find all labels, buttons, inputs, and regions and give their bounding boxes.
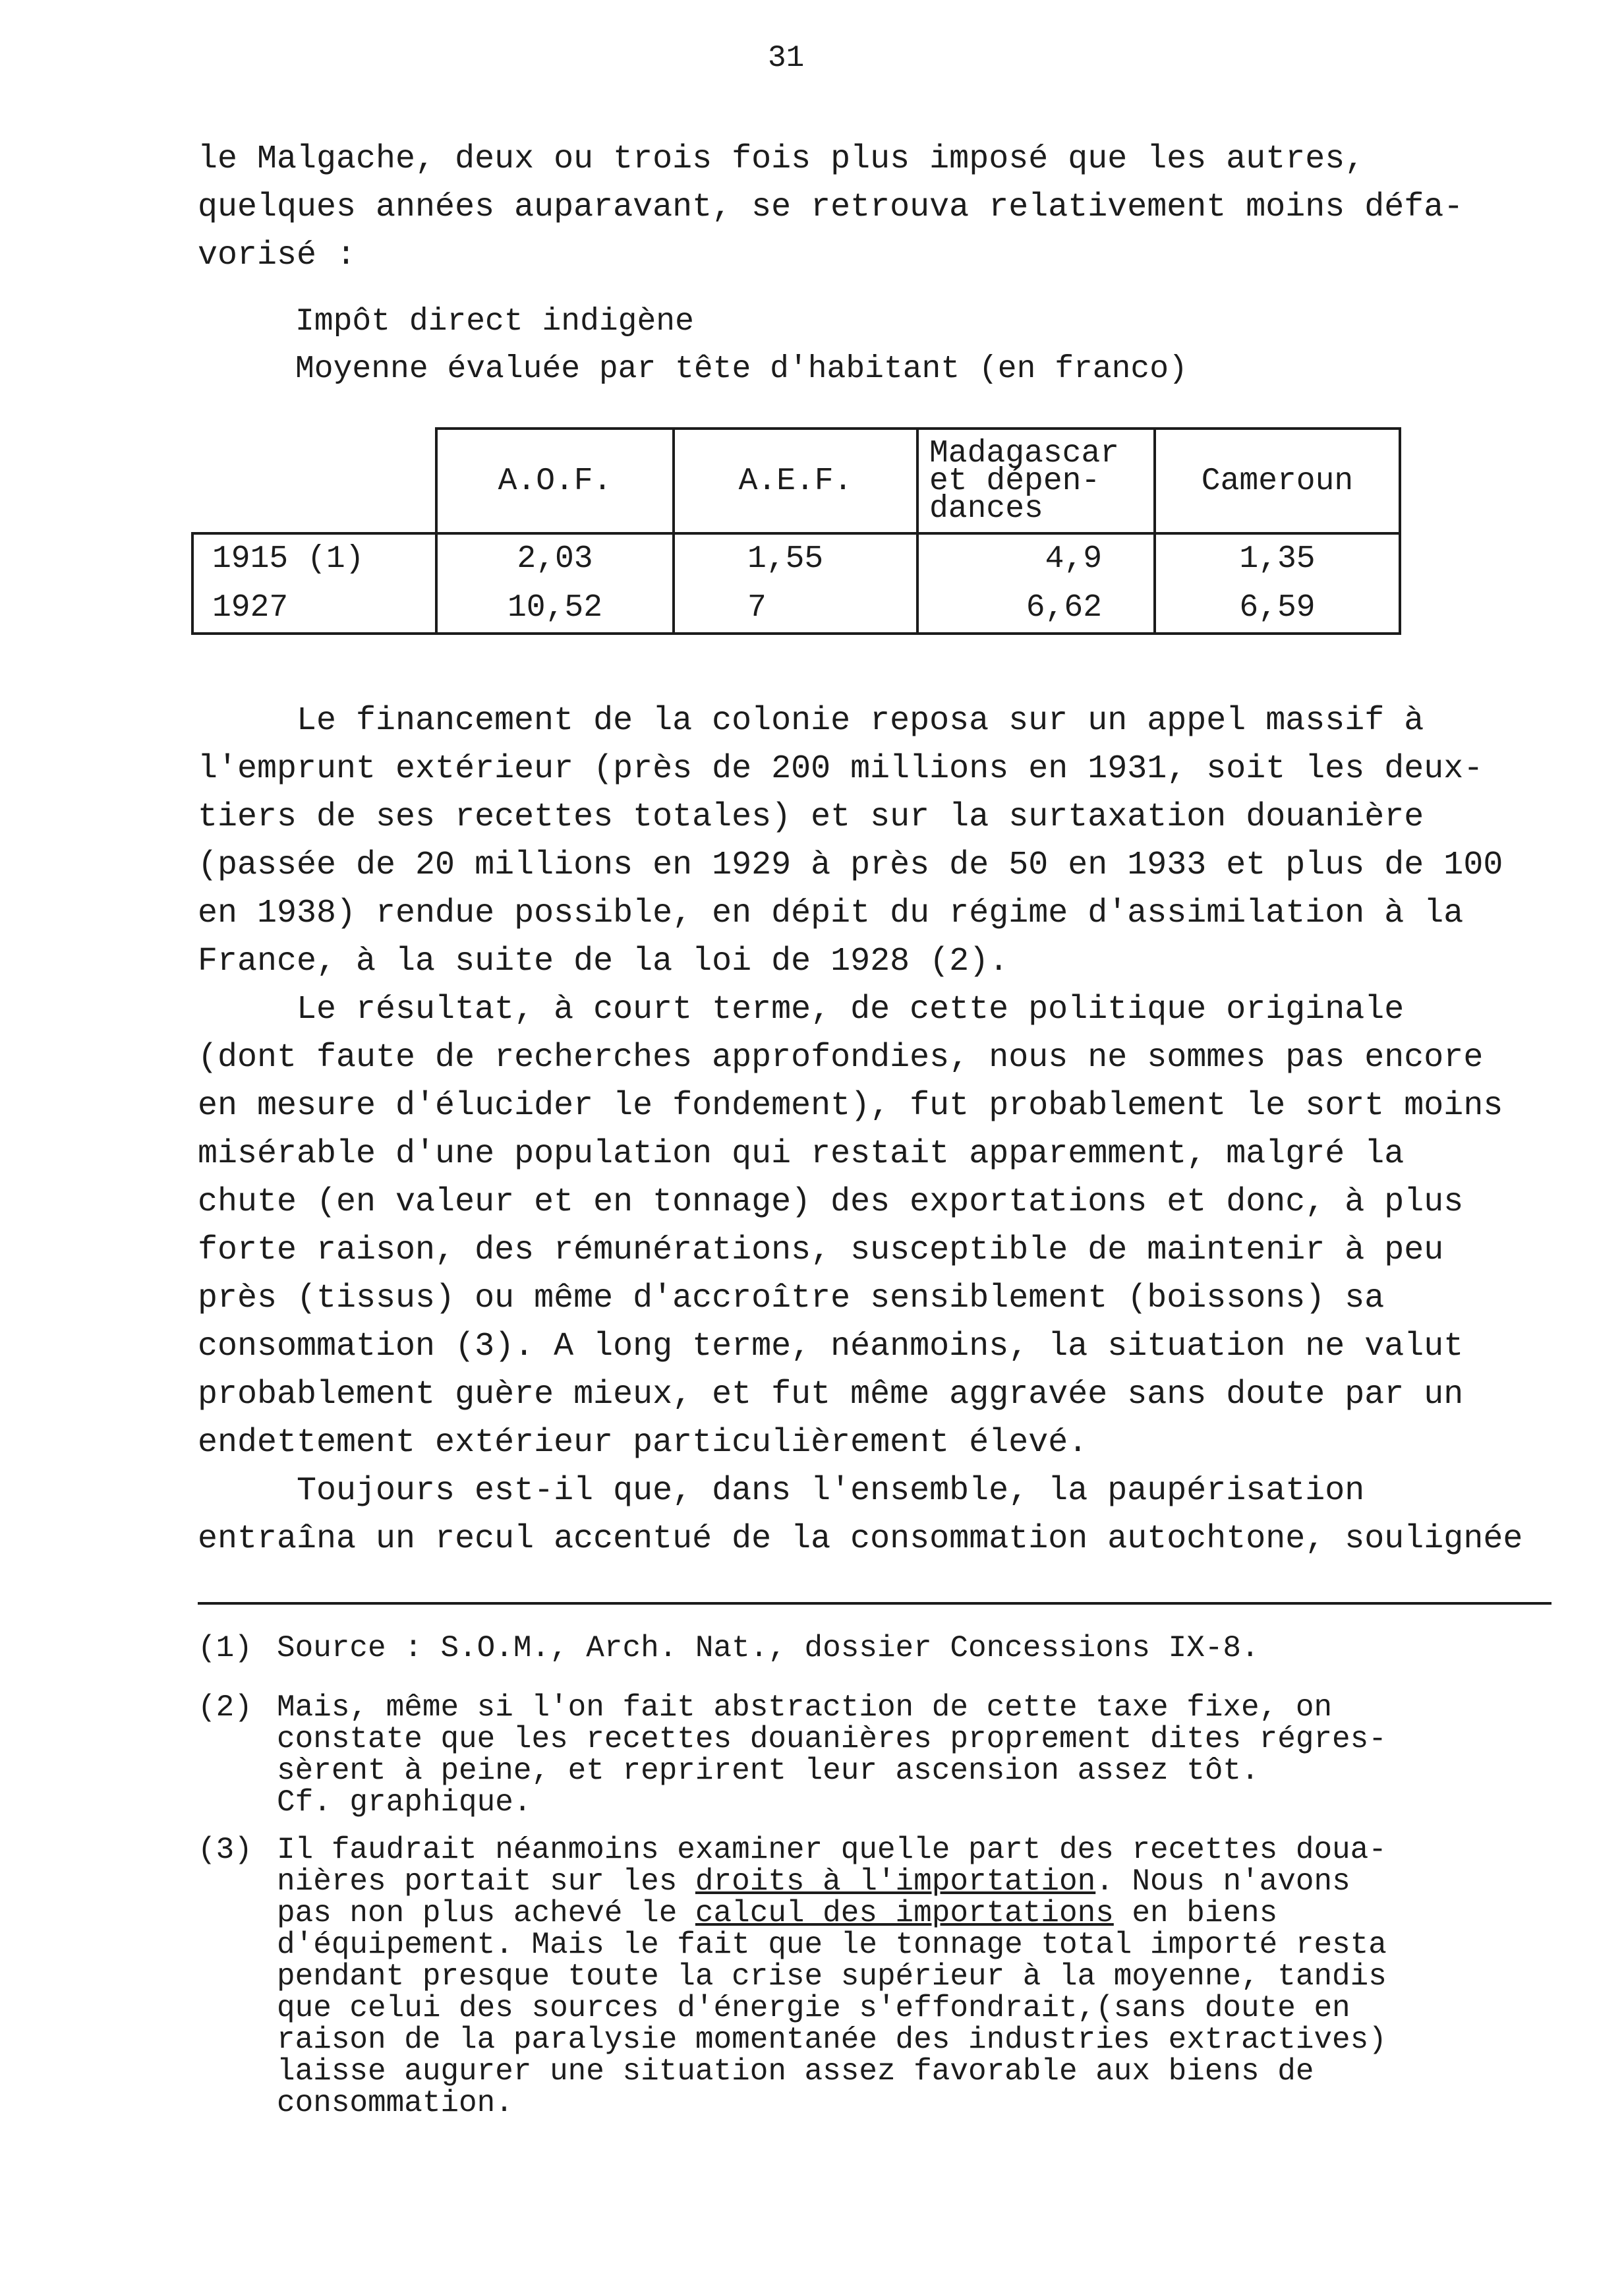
row-year: 1915 (1) [192,533,436,583]
text-line: Toujours est-il que, dans l'ensemble, la paupérisation [297,1472,1365,1510]
footnote-line: que celui des sources d'énergie s'effondrait,(sans doute en [277,1991,1350,2025]
header-cameroun: Cameroun [1155,429,1400,533]
cell-madagascar: 6,62 [917,583,1155,634]
text-line: chute (en valeur et en tonnage) des exportations et donc, à plus [198,1183,1464,1221]
footnote-line: consommation. [277,2086,513,2120]
cell-aef: 1,55 [674,533,917,583]
footnote-text: nières portait sur les [277,1864,695,1899]
footnote-1 [198,1632,1555,1664]
footnote-line: constate que les recettes douanières proprement dites régres- [277,1722,1387,1756]
footnote-text: . Nous n'avons [1095,1864,1350,1899]
text-line: en mesure d'élucider le fondement), fut probablement le sort moins [198,1087,1503,1125]
cell-aof: 2,03 [436,533,674,583]
text-line: (passée de 20 millions en 1929 à près de 50 en 1933 et plus de 100 [198,847,1503,884]
paragraph-financement [198,697,1555,1563]
footnote-separator [198,1602,1552,1605]
header-aof: A.O.F. [436,429,674,533]
footnote-line: Cf. graphique. [277,1785,532,1820]
table-header-row [192,429,1400,533]
header-madagascar-line: Madagascar [929,435,1120,471]
footnote-line: raison de la paralysie momentanée des industries extractives) [277,2023,1387,2057]
page-number: 31 [768,41,805,75]
text-line: forte raison, des rémunérations, susceptible de maintenir à peu [198,1232,1444,1269]
underlined-phrase: calcul des importations [695,1896,1114,1930]
text-line: (dont faute de recherches approfondies, nous ne sommes pas encore [198,1039,1484,1077]
header-blank-cell [192,429,436,533]
cell-cameroun: 1,35 [1155,533,1400,583]
footnote-line: Mais, même si l'on fait abstraction de cette taxe fixe, on [277,1690,1333,1725]
text-line: Le financement de la colonie reposa sur un appel massif à [297,702,1424,740]
footnote-3 [198,1834,1555,2119]
header-aef: A.E.F. [674,429,917,533]
header-madagascar [917,429,1155,533]
text-line: consommation (3). A long terme, néanmoins, la situation ne valut [198,1328,1464,1365]
table-caption [295,298,1188,393]
table-row [192,533,1400,583]
footnote-line [277,1866,1555,1897]
text-line: France, à la suite de la loi de 1928 (2). [198,943,1009,980]
caption-title: Impôt direct indigène [295,304,694,340]
text-line: le Malgache, deux ou trois fois plus imposé que les autres, [198,140,1365,178]
footnote-text: pas non plus achevé le [277,1896,695,1930]
footnote-mark: (1) [198,1631,252,1665]
text-line: misérable d'une population qui restait apparemment, malgré la [198,1135,1405,1173]
row-year: 1927 [192,583,436,634]
underlined-phrase: droits à l'importation [695,1864,1096,1899]
footnote-line: pendant presque toute la crise supérieur à la moyenne, tandis [277,1959,1387,1994]
text-line: endettement extérieur particulièrement élevé. [198,1424,1088,1462]
footnote-line: Il faudrait néanmoins examiner quelle part des recettes doua- [277,1833,1387,1867]
header-madagascar-line: dances [929,490,1043,527]
cell-cameroun: 6,59 [1155,583,1400,634]
cell-madagascar: 4,9 [917,533,1155,583]
footnote-line [277,1897,1555,1929]
text-line: Le résultat, à court terme, de cette politique originale [297,991,1405,1028]
intro-paragraph [198,135,1555,280]
footnote-mark: (2) [198,1690,252,1725]
text-line: l'emprunt extérieur (près de 200 millions en 1931, soit les deux- [198,750,1484,788]
tax-table [191,427,1401,635]
footnote-line: laisse augurer une situation assez favorable aux biens de [277,2054,1314,2089]
cell-aef: 7 [674,583,917,634]
text-line: tiers de ses recettes totales) et sur la surtaxation douanière [198,798,1424,836]
footnote-line: d'équipement. Mais le fait que le tonnage total importé resta [277,1928,1387,1962]
text-line: probablement guère mieux, et fut même aggravée sans doute par un [198,1376,1464,1413]
footnote-2 [198,1692,1555,1818]
footnote-mark: (3) [198,1833,252,1867]
footnote-line: Source : S.O.M., Arch. Nat., dossier Concessions IX-8. [277,1631,1260,1665]
cell-aof: 10,52 [436,583,674,634]
text-line: vorisé : [198,237,357,274]
caption-subtitle: Moyenne évaluée par tête d'habitant (en franco) [295,351,1188,387]
text-line: quelques années auparavant, se retrouva relativement moins défa- [198,189,1464,226]
table-row [192,583,1400,634]
footnote-line: sèrent à peine, et reprirent leur ascension assez tôt. [277,1754,1260,1788]
footnote-text: en biens [1113,1896,1278,1930]
text-line: en 1938) rendue possible, en dépit du régime d'assimilation à la [198,895,1464,932]
header-madagascar-line: et dépen- [929,463,1101,499]
text-line: près (tissus) ou même d'accroître sensiblement (boissons) sa [198,1280,1385,1317]
text-line: entraîna un recul accentué de la consommation autochtone, soulignée [198,1520,1523,1558]
